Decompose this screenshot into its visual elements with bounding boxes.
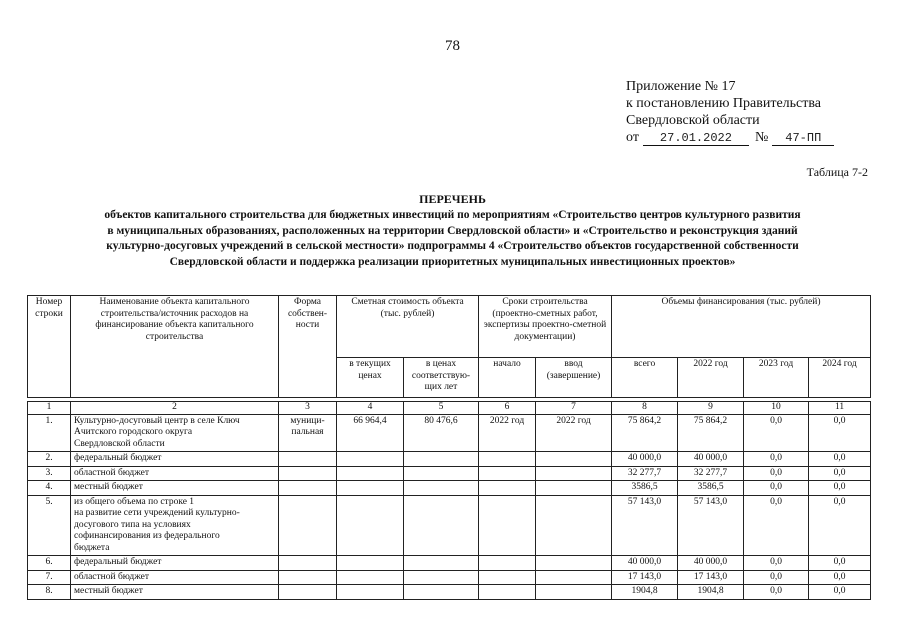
table-row xyxy=(28,452,871,467)
appendix-date-number xyxy=(626,129,834,146)
object-name-line: местный бюджет xyxy=(74,586,143,596)
header-2023: 2023 год xyxy=(744,358,809,398)
cost-years-cell xyxy=(404,570,479,585)
start-date-cell xyxy=(479,452,536,467)
object-name-line: областной бюджет xyxy=(74,571,150,582)
cost-years-cell: 80 476,6 xyxy=(404,414,479,452)
amount-2022-cell: 1904,8 xyxy=(678,585,744,600)
cost-current-cell xyxy=(337,452,404,467)
header-2022: 2022 год xyxy=(678,358,744,398)
column-number: 7 xyxy=(536,402,612,415)
end-date-cell: 2022 год xyxy=(536,414,612,452)
total-amount-cell: 40 000,0 xyxy=(612,556,678,571)
cost-years-cell xyxy=(404,466,479,481)
amount-2024-cell: 0,0 xyxy=(809,556,871,571)
amount-2023-cell: 0,0 xyxy=(744,481,809,496)
amount-2024-cell: 0,0 xyxy=(809,414,871,452)
column-number: 8 xyxy=(612,402,678,415)
cost-current-cell xyxy=(337,585,404,600)
end-date-cell xyxy=(536,466,612,481)
amount-2023-cell: 0,0 xyxy=(744,585,809,600)
subtitle-line: Свердловской области и поддержка реализации приоритетных муниципальных инвестиционных проектов» xyxy=(169,255,736,268)
column-number: 6 xyxy=(479,402,536,415)
amount-2022-cell: 40 000,0 xyxy=(678,556,744,571)
column-number: 5 xyxy=(404,402,479,415)
resolution-date: 27.01.2022 xyxy=(643,131,749,146)
object-name-cell xyxy=(71,481,279,496)
cost-current-cell xyxy=(337,481,404,496)
row-number-cell: 6. xyxy=(28,556,71,571)
ownership-cell xyxy=(279,556,337,571)
total-amount-cell: 3586,5 xyxy=(612,481,678,496)
amount-2024-cell: 0,0 xyxy=(809,570,871,585)
object-name-line: Культурно-досуговый центр в селе Ключ xyxy=(74,415,240,426)
row-number-cell: 8. xyxy=(28,585,71,600)
column-number: 10 xyxy=(744,402,809,415)
cost-years-cell xyxy=(404,556,479,571)
total-amount-cell: 57 143,0 xyxy=(612,495,678,556)
table-row xyxy=(28,495,871,556)
table-row xyxy=(28,481,871,496)
subtitle-line: объектов капитального строительства для бюджетных инвестиций по мероприятиям «Строительство центров культурного развития xyxy=(104,209,801,221)
amount-2024-cell: 0,0 xyxy=(809,495,871,556)
header-financing: Объемы финансирования (тыс. рублей) xyxy=(612,296,871,358)
cost-current-cell xyxy=(337,495,404,556)
start-date-cell xyxy=(479,495,536,556)
ownership-cell xyxy=(279,452,337,467)
cost-current-cell: 66 964,4 xyxy=(337,414,404,452)
subtitle-line: в муниципальных образованиях, расположенных на территории Свердловской области» и «Строительство и реконструкция зданий xyxy=(107,224,798,237)
header-ownership: Форма собствен-ности xyxy=(279,296,337,398)
header-2024: 2024 год xyxy=(809,358,871,398)
header-row-number: Номер строки xyxy=(28,296,71,398)
row-number-cell: 2. xyxy=(28,452,71,467)
subtitle-line: культурно-досуговых учреждений в сельской местности» подпрограммы 4 «Строительство объектов государственной собственности xyxy=(106,240,799,252)
object-name-cell xyxy=(71,570,279,585)
object-name-line: Свердловской области xyxy=(74,438,165,449)
header-object-name: Наименование объекта капитального строительства/источник расходов на финансирование объекта капитального строительства xyxy=(71,296,279,398)
header-cost-years: в ценах соответствую-щих лет xyxy=(404,358,479,398)
object-name-cell xyxy=(71,414,279,452)
table-row xyxy=(28,556,871,571)
object-name-line: местный бюджет xyxy=(74,482,143,492)
header-end: ввод (завершение) xyxy=(536,358,612,398)
document-subtitle xyxy=(20,208,885,270)
amount-2022-cell: 3586,5 xyxy=(678,481,744,496)
amount-2024-cell: 0,0 xyxy=(809,585,871,600)
object-name-line: софинансирования из федерального xyxy=(74,531,220,541)
total-amount-cell: 40 000,0 xyxy=(612,452,678,467)
object-name-line: областной бюджет xyxy=(74,467,150,478)
start-date-cell: 2022 год xyxy=(479,414,536,452)
table-row xyxy=(28,585,871,600)
header-terms: Сроки строительства (проектно-сметных работ, экспертизы проектно-сметной документации) xyxy=(479,296,612,358)
appendix-region: Свердловской области xyxy=(626,113,760,128)
amount-2022-cell: 32 277,7 xyxy=(678,466,744,481)
appendix-block xyxy=(626,78,834,146)
total-amount-cell: 1904,8 xyxy=(612,585,678,600)
appendix-title: Приложение № 17 xyxy=(626,79,736,94)
ownership-cell xyxy=(279,585,337,600)
amount-2023-cell: 0,0 xyxy=(744,466,809,481)
ownership-cell xyxy=(279,495,337,556)
ownership-cell xyxy=(279,414,337,452)
object-name-cell xyxy=(71,452,279,467)
column-number: 1 xyxy=(28,402,71,415)
appendix-resolution: к постановлению Правительства xyxy=(626,96,822,111)
cost-current-cell xyxy=(337,466,404,481)
amount-2023-cell: 0,0 xyxy=(744,452,809,467)
end-date-cell xyxy=(536,570,612,585)
end-date-cell xyxy=(536,495,612,556)
amount-2024-cell: 0,0 xyxy=(809,481,871,496)
object-name-cell xyxy=(71,585,279,600)
end-date-cell xyxy=(536,556,612,571)
ownership-cell xyxy=(279,570,337,585)
row-number-cell: 7. xyxy=(28,570,71,585)
column-number: 11 xyxy=(809,402,871,415)
total-amount-cell: 17 143,0 xyxy=(612,570,678,585)
row-number-cell: 1. xyxy=(28,414,71,452)
start-date-cell xyxy=(479,570,536,585)
amount-2022-cell: 57 143,0 xyxy=(678,495,744,556)
document-title: ПЕРЕЧЕНЬ xyxy=(419,192,486,206)
column-numbers-row xyxy=(28,402,871,415)
start-date-cell xyxy=(479,481,536,496)
cost-years-cell xyxy=(404,481,479,496)
cost-years-cell xyxy=(404,495,479,556)
cost-current-cell xyxy=(337,556,404,571)
ownership-cell xyxy=(279,466,337,481)
end-date-cell xyxy=(536,452,612,467)
object-name-line: федеральный бюджет xyxy=(74,557,162,567)
amount-2022-cell: 75 864,2 xyxy=(678,414,744,452)
row-number-cell: 4. xyxy=(28,481,71,496)
cost-years-cell xyxy=(404,452,479,467)
column-number: 2 xyxy=(71,402,279,415)
amount-2022-cell: 40 000,0 xyxy=(678,452,744,467)
object-name-cell xyxy=(71,495,279,556)
amount-2023-cell: 0,0 xyxy=(744,414,809,452)
header-start: начало xyxy=(479,358,536,398)
column-number: 4 xyxy=(337,402,404,415)
ownership-cell xyxy=(279,481,337,496)
start-date-cell xyxy=(479,585,536,600)
start-date-cell xyxy=(479,466,536,481)
row-number-cell: 3. xyxy=(28,466,71,481)
cost-current-cell xyxy=(337,570,404,585)
amount-2022-cell: 17 143,0 xyxy=(678,570,744,585)
object-name-line: бюджета xyxy=(74,542,110,553)
table-row xyxy=(28,414,871,452)
header-cost-current: в текущих ценах xyxy=(337,358,404,398)
ownership-line: муници- xyxy=(290,415,325,426)
object-name-line: федеральный бюджет xyxy=(74,453,162,463)
object-name-cell xyxy=(71,556,279,571)
object-name-line: на развитие сети учреждений культурно- xyxy=(74,508,240,518)
amount-2024-cell: 0,0 xyxy=(809,452,871,467)
amount-2023-cell: 0,0 xyxy=(744,495,809,556)
number-label: № xyxy=(754,130,769,145)
table-row xyxy=(28,570,871,585)
table-label: Таблица 7-2 xyxy=(806,165,868,179)
total-amount-cell: 75 864,2 xyxy=(612,414,678,452)
amount-2023-cell: 0,0 xyxy=(744,570,809,585)
header-total: всего xyxy=(612,358,678,398)
resolution-number: 47-ПП xyxy=(772,131,834,146)
end-date-cell xyxy=(536,585,612,600)
object-name-cell xyxy=(71,466,279,481)
amount-2024-cell: 0,0 xyxy=(809,466,871,481)
object-name-line: из общего объема по строке 1 xyxy=(74,496,195,507)
cost-years-cell xyxy=(404,585,479,600)
from-label: от xyxy=(626,130,639,145)
object-name-line: Ачитского городского округа xyxy=(74,427,193,437)
end-date-cell xyxy=(536,481,612,496)
start-date-cell xyxy=(479,556,536,571)
object-name-line: досугового типа на условиях xyxy=(74,519,191,530)
column-number: 9 xyxy=(678,402,744,415)
column-number: 3 xyxy=(279,402,337,415)
row-number-cell: 5. xyxy=(28,495,71,556)
ownership-line: пальная xyxy=(291,427,324,437)
investment-objects-table xyxy=(27,295,871,600)
total-amount-cell: 32 277,7 xyxy=(612,466,678,481)
amount-2023-cell: 0,0 xyxy=(744,556,809,571)
table-row xyxy=(28,466,871,481)
header-cost: Сметная стоимость объекта (тыс. рублей) xyxy=(337,296,479,358)
page-number: 78 xyxy=(445,38,460,54)
